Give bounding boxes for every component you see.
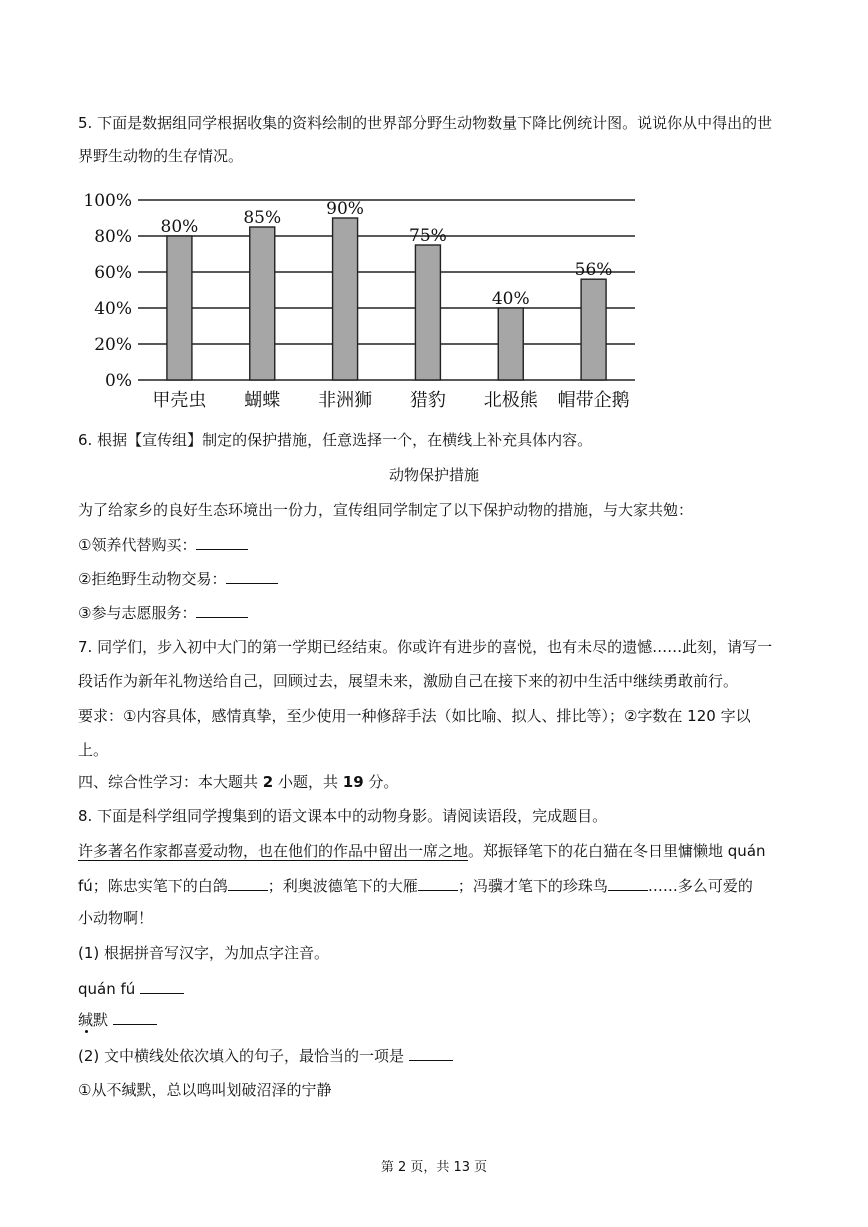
q5-line1: 5. 下面是数据组同学根据收集的资料绘制的世界部分野生动物数量下降比例统计图。说说你从中得出的世	[78, 114, 773, 132]
chart-grid	[138, 200, 635, 380]
q8-sub1: (1) 根据拼音写汉字，为加点字注音。	[78, 944, 330, 962]
section-heading-pre: 四、综合性学习：本大题共	[78, 773, 263, 791]
q8-para-a: fú；陈忠实笔下的白鸽	[78, 877, 228, 895]
q6-line1: 6. 根据【宣传组】制定的保护措施，任意选择一个，在横线上补充具体内容。	[78, 431, 593, 449]
page-footer: 第 2 页，共 13 页	[380, 1160, 488, 1175]
q8-para-d: ……多么可爱的	[647, 877, 753, 895]
q8-pinyin	[78, 979, 184, 999]
q6-item1	[78, 535, 248, 555]
q8-para-line1-rest: 。郑振铎笔下的花白猫在冬日里慵懒地 quán	[468, 842, 766, 860]
bar-value-label: 75%	[409, 226, 447, 246]
chart-value-labels	[161, 199, 613, 309]
bar-value-label: 40%	[491, 289, 530, 309]
q8-para-line2	[78, 876, 753, 896]
chart-category-labels	[152, 389, 629, 411]
bar-chart	[80, 188, 640, 416]
y-tick-label: 80%	[94, 227, 132, 247]
bar	[415, 245, 440, 380]
bar-value-label: 85%	[243, 208, 282, 228]
q7-line1: 7. 同学们，步入初中大门的第一学期已经结束。你或许有进步的喜悦，也有未尽的遗憾……此刻，请写一	[78, 638, 773, 656]
q6-item1-text: ①领养代替购买：	[78, 536, 197, 554]
section-count: 2	[262, 773, 274, 791]
q6-item2-text: ②拒绝野生动物交易：	[78, 570, 227, 588]
q8-sub2	[78, 1046, 453, 1066]
category-label: 帽带企鹅	[557, 390, 630, 411]
answer-blank[interactable]	[226, 569, 278, 584]
answer-blank[interactable]	[409, 1046, 453, 1061]
section-heading	[78, 772, 398, 792]
y-tick-label: 100%	[83, 191, 132, 211]
bar	[250, 227, 275, 380]
chart-bars	[167, 218, 606, 380]
bar-value-label: 80%	[160, 217, 199, 237]
q6-title: 动物保护措施	[388, 466, 479, 484]
answer-blank[interactable]	[113, 1010, 157, 1025]
underlined-sentence: 许多著名作家都喜爱动物，也在他们的作品中留出一席之地	[78, 842, 469, 860]
bar	[333, 218, 358, 380]
q8-para-line1	[78, 841, 766, 861]
bar	[167, 236, 192, 380]
answer-blank[interactable]	[608, 876, 648, 891]
answer-blank[interactable]	[228, 876, 268, 891]
y-tick-label: 40%	[94, 299, 132, 319]
y-tick-label: 60%	[94, 263, 132, 283]
q8-word	[78, 1010, 157, 1030]
y-tick-label: 20%	[94, 335, 132, 355]
q8-line1: 8. 下面是科学组同学搜集到的语文课本中的动物身影。请阅读语段，完成题目。	[78, 807, 608, 825]
category-label: 甲壳虫	[152, 390, 207, 411]
bar	[581, 279, 606, 380]
q6-item3-text: ③参与志愿服务：	[78, 604, 197, 622]
q5-line2: 界野生动物的生存情况。	[78, 147, 244, 165]
q8-para-line3: 小动物啊！	[78, 909, 154, 927]
category-label: 北极熊	[483, 390, 538, 411]
q7-line3: 要求：①内容具体，感情真挚，至少使用一种修辞手法（如比喻、拟人、排比等）；②字数在 120 字以	[78, 707, 751, 725]
q8-option1: ①从不缄默，总以鸣叫划破沼泽的宁静	[78, 1081, 332, 1099]
category-label: 非洲狮	[318, 390, 373, 411]
bar	[498, 308, 523, 380]
q8-para-c: ；冯骥才笔下的珍珠鸟	[457, 877, 608, 895]
section-heading-post: 分。	[363, 773, 399, 791]
bar-value-label: 56%	[574, 260, 613, 281]
answer-blank[interactable]	[196, 603, 248, 618]
section-heading-mid: 小题，共	[273, 773, 343, 791]
dotted-char: 缄	[78, 1011, 94, 1029]
q6-item2	[78, 569, 278, 589]
answer-blank[interactable]	[140, 979, 184, 994]
bar-value-label: 90%	[326, 199, 364, 219]
answer-blank[interactable]	[418, 876, 458, 891]
answer-blank[interactable]	[196, 535, 248, 550]
q6-item3	[78, 603, 248, 623]
pinyin-text: quán fú	[78, 980, 136, 998]
q6-intro: 为了给家乡的良好生态环境出一份力，宣传组同学制定了以下保护动物的措施，与大家共勉：	[78, 501, 694, 519]
word-rest: 默	[93, 1011, 109, 1029]
category-label: 蝴蝶	[244, 390, 281, 411]
q7-line2: 段话作为新年礼物送给自己，回顾过去，展望未来，激励自己在接下来的初中生活中继续勇敢前行。	[78, 672, 739, 690]
q8-sub2-text: (2) 文中横线处依次填入的句子，最恰当的一项是	[78, 1047, 405, 1065]
q7-line4: 上。	[78, 741, 109, 759]
category-label: 猎豹	[409, 390, 446, 411]
section-score: 19	[342, 773, 364, 791]
q8-para-b: ；利奥波德笔下的大雁	[267, 877, 418, 895]
y-tick-label: 0%	[105, 371, 132, 391]
chart-y-ticks	[83, 191, 132, 391]
